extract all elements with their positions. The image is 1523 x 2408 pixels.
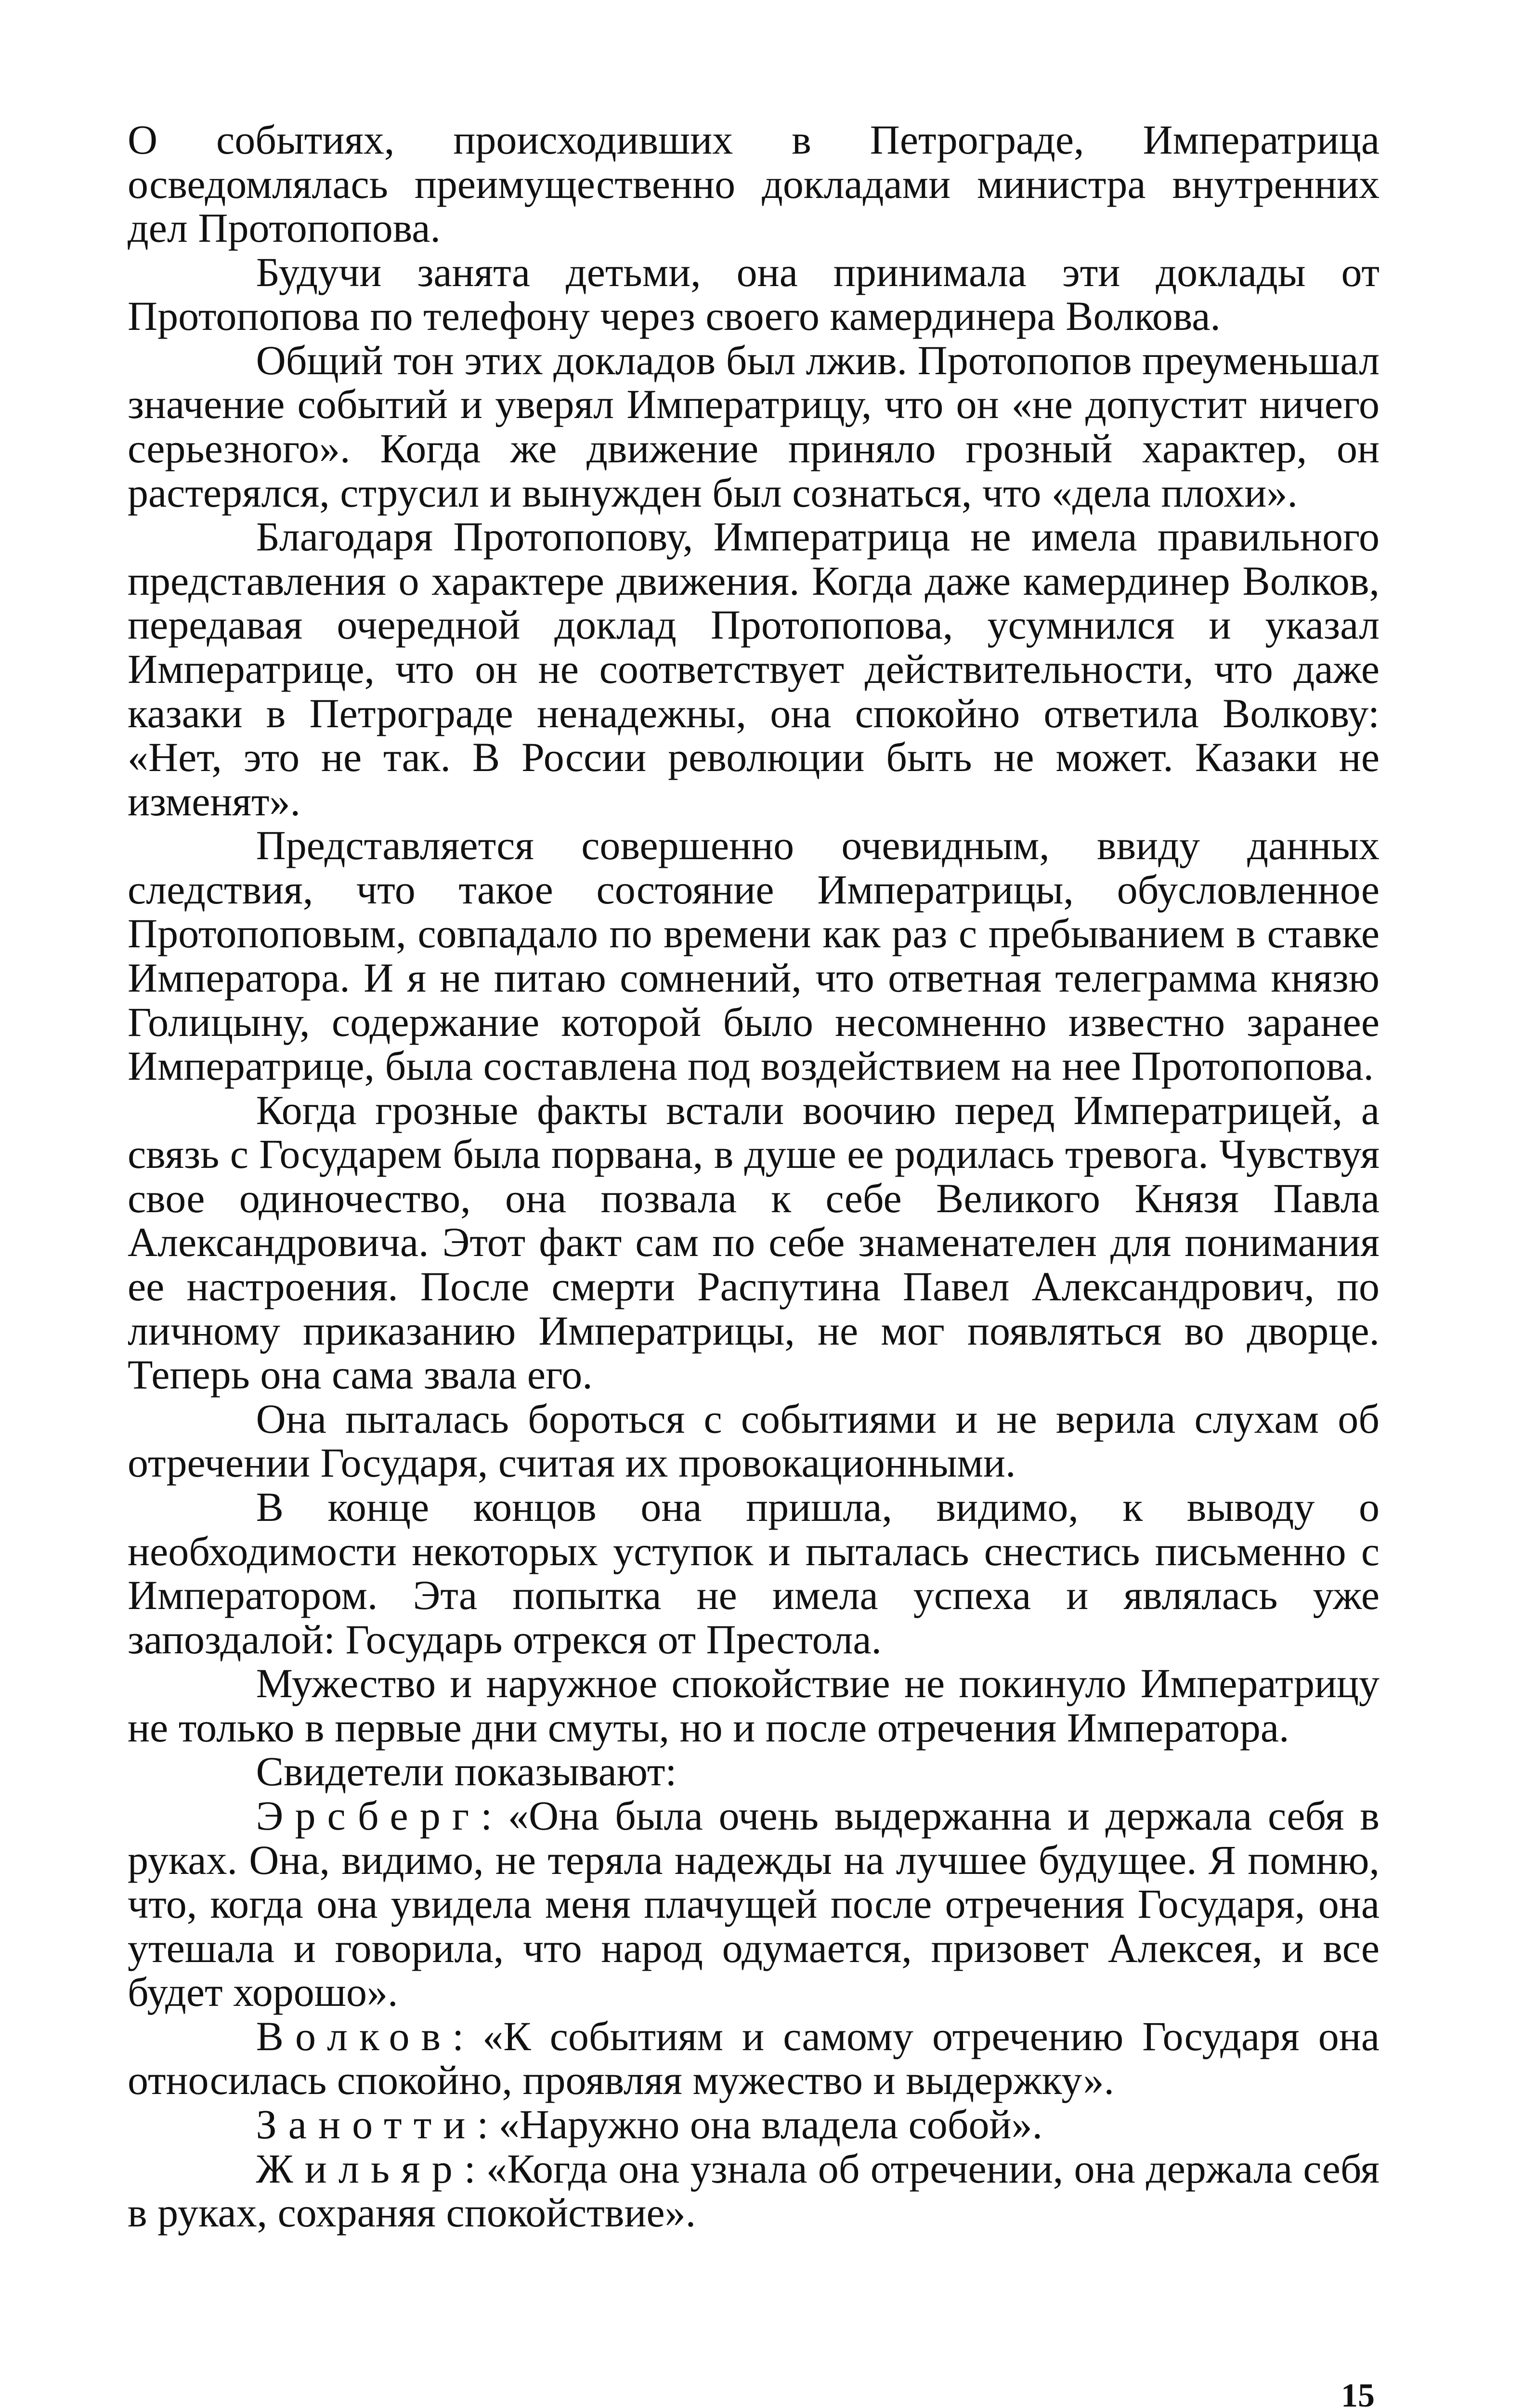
testimony-volkov (128, 2015, 1380, 2103)
page-body (128, 118, 1380, 2235)
paragraph-text: Благодаря Протопопову, Императрица не имела правильного представления о характере движения. Когда даже камердинер Волков, передавая очередной доклад Протопопова, усумнился и указал Императрице, что он не соответствует действительности, что даже казаки в Петрограде ненадежны, она спокойно ответила Волкову: «Нет, это не так. В России революции быть не может. Казаки не изменят». (128, 513, 1380, 824)
paragraph-text: Она пыталась бороться с событиями и не верила слухам об отречении Государя, считая их провокационными. (128, 1395, 1380, 1486)
testimony-gilliard (128, 2147, 1380, 2235)
testimony-ersberg (128, 1794, 1380, 2015)
paragraph-text: Когда грозные факты встали воочию перед Императрицей, а связь с Государем была порвана, в душе ее родилась тревога. Чувствуя свое одиночество, она позвала к себе Великого Князя Павла Александровича. Этот факт сам по себе знаменателен для понимания ее настроения. После смерти Распутина Павел Александрович, по личному приказанию Императрицы, не мог появляться во дворце. Теперь она сама звала его. (128, 1086, 1380, 1398)
paragraph-text: Свидетели показывают: (256, 1748, 677, 1795)
paragraph-text: Общий тон этих докладов был лжив. Протопопов преуменьшал значение событий и уверял Императрицу, что он «не допустит ничего серьезного». Когда же движение приняло грозный характер, он растерялся, струсил и вынужден был сознаться, что «дела плохи». (128, 337, 1380, 516)
paragraph-7 (128, 1397, 1380, 1485)
paragraph-3 (128, 339, 1380, 515)
paragraph-text: Будучи занята детьми, она принимала эти доклады от Протопопова по телефону через своего камердинера Волкова. (128, 249, 1380, 340)
speaker-name: Занотти (256, 2101, 477, 2148)
paragraph-9 (128, 1662, 1380, 1750)
paragraph-4 (128, 515, 1380, 824)
speaker-name: Эрсберг (256, 1792, 481, 1839)
testimony-text: : «К событиям и самому отречению Государя она относилась спокойно, проявляя мужество и выдержку». (128, 2013, 1380, 2104)
speaker-name: Волков (256, 2013, 453, 2059)
paragraph-6 (128, 1088, 1380, 1397)
paragraph-2 (128, 250, 1380, 339)
paragraph-text: В конце концов она пришла, видимо, к выводу о необходимости некоторых уступок и пыталась снестись письменно с Императором. Эта попытка не имела успеха и являлась уже запоздалой: Государь отрекся от Престола. (128, 1483, 1380, 1662)
testimony-text: : «Наружно она владела собой». (477, 2101, 1043, 2148)
paragraph-text: Представляется совершенно очевидным, ввиду данных следствия, что такое состояние Императрицы, обусловленное Протопоповым, совпадало по времени как раз с пребыванием в ставке Императора. И я не питаю сомнений, что ответная телеграмма князю Голицыну, содержание которой было несомненно известно заранее Императрице, была составлена под воздействием на нее Протопопова. (128, 822, 1380, 1089)
testimony-zanotti (128, 2103, 1380, 2147)
paragraph-5 (128, 824, 1380, 1088)
page-number: 15 (1341, 2377, 1375, 2408)
testimony-text: : «Когда она узнала об отречении, она держала себя в руках, сохраняя спокойствие». (128, 2145, 1380, 2236)
paragraph-10 (128, 1750, 1380, 1794)
paragraph-1 (128, 118, 1380, 250)
paragraph-8 (128, 1485, 1380, 1662)
speaker-name: Жильяр (256, 2145, 464, 2192)
paragraph-text: О событиях, происходивших в Петрограде, Императрица осведомлялась преимущественно докладами министра внутренних дел Протопопова. (128, 117, 1380, 251)
testimony-text: : «Она была очень выдержанна и держала себя в руках. Она, видимо, не теряла надежды на лучшее будущее. Я помню, что, когда она увидела меня плачущей после отречения Государя, она утешала и говорила, что народ одумается, призовет Алексея, и все будет хорошо». (128, 1792, 1380, 2015)
paragraph-text: Мужество и наружное спокойствие не покинуло Императрицу не только в первые дни смуты, но и после отречения Императора. (128, 1660, 1380, 1751)
